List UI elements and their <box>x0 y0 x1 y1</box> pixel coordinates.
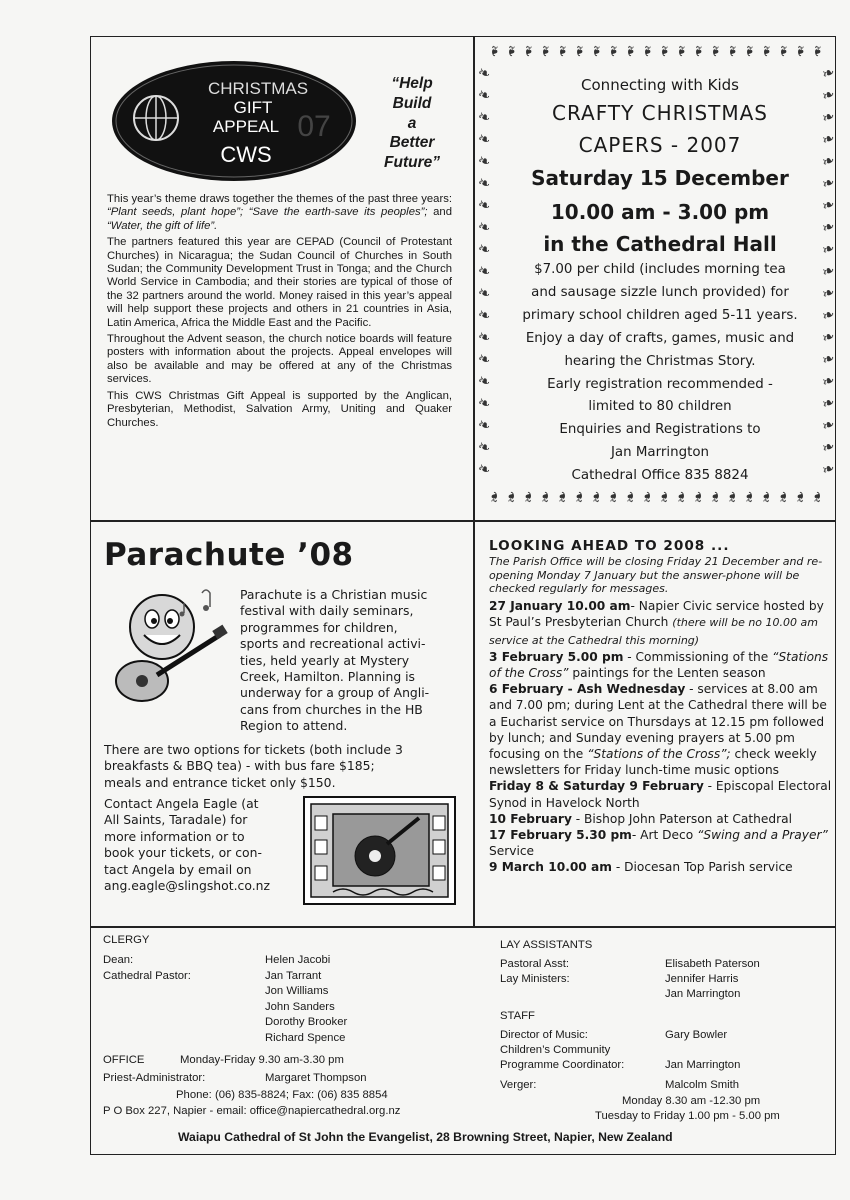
leaf-ornament-icon: ❧ <box>621 490 640 504</box>
looking-ahead-intro: The Parish Office will be closing Friday 21 December and re-opening Monday 7 January but the answer-phone will be checked regularly for messages. <box>489 555 823 595</box>
music-name: Gary Bowler <box>665 1029 728 1041</box>
column-divider <box>473 36 475 926</box>
crafty-line-16: Cathedral Office 835 8824 <box>571 468 749 483</box>
looking-ahead-title: LOOKING AHEAD TO 2008 ... <box>489 538 730 554</box>
pastoral-name: Elisabeth Paterson <box>665 958 760 970</box>
section-divider-footer <box>90 926 836 928</box>
lay-heading: LAY ASSISTANTS <box>500 939 593 951</box>
leaf-ornament-icon: ❧ <box>475 260 494 282</box>
logo-appeal: APPEAL <box>212 117 280 136</box>
pastor-names: Jan Tarrant Jon Williams John Sanders Dorothy Brooker Richard Spence <box>265 970 348 1044</box>
dean-label: Dean: <box>103 954 134 966</box>
crafty-line-2: CRAFTY CHRISTMAS <box>551 101 769 125</box>
leaf-ornament-icon: ❧ <box>475 458 494 480</box>
crafty-line-13: limited to 80 children <box>588 399 732 414</box>
leaf-ornament-icon: ❧ <box>672 490 691 504</box>
leaf-ornament-icon: ❧ <box>475 370 494 392</box>
cws-para-4: This CWS Christmas Gift Appeal is supported by the Anglican, Presbyterian, Methodist, Salvation Army, Uniting and Quaker Churches. <box>107 389 452 429</box>
leaf-ornament-icon: ❧ <box>475 128 494 150</box>
crafty-line-11: hearing the Christmas Story. <box>564 354 756 369</box>
leaf-ornament-icon: ❧ <box>791 490 810 504</box>
clergy-heading: CLERGY <box>103 934 150 946</box>
leaf-ornament-icon: ❧ <box>791 44 810 58</box>
event-6: 17 February 5.30 pm- Art Deco “Swing and a Prayer” Service <box>489 827 828 859</box>
office-phone: Phone: (06) 835-8824; Fax: (06) 835 8854 <box>176 1089 388 1101</box>
event-2: 3 February 5.00 pm - Commissioning of the “Stations of the Cross” paintings for the Lenten season <box>489 649 829 680</box>
parachute-contact: Contact Angela Eagle (at All Saints, Taradale) for more information or to book your tickets, or con- tact Angela by email on ang.eagle@slingshot.co.nz <box>104 796 304 894</box>
logo-christmas: CHRISTMAS <box>207 79 309 98</box>
contact-email[interactable]: ang.eagle@slingshot.co.nz <box>104 878 271 894</box>
leaf-ornament-icon: ❧ <box>475 172 494 194</box>
leaf-ornament-icon: ❧ <box>475 414 494 436</box>
leaf-ornament-icon: ❧ <box>819 370 838 392</box>
leaf-ornament-icon: ❧ <box>475 238 494 260</box>
leaf-ornament-icon: ❧ <box>819 260 838 282</box>
leaf-ornament-icon: ❧ <box>475 326 494 348</box>
leaf-ornament-icon: ❧ <box>553 490 572 504</box>
crafty-line-3: CAPERS - 2007 <box>578 133 742 157</box>
leaf-ornament-icon: ❧ <box>819 216 838 238</box>
logo-year: 07 <box>297 110 331 143</box>
leaf-ornament-icon: ❧ <box>502 44 521 58</box>
music-label: Director of Music: <box>500 1029 588 1041</box>
leaf-ornament-icon: ❧ <box>672 44 691 58</box>
leaf-ornament-icon: ❧ <box>819 172 838 194</box>
leaf-ornament-icon: ❧ <box>475 106 494 128</box>
lay-label: Lay Ministers: <box>500 973 570 985</box>
leaf-ornament-icon: ❧ <box>621 44 640 58</box>
crafty-line-15: Jan Marrington <box>610 445 710 460</box>
leaf-ornament-icon: ❧ <box>706 490 725 504</box>
leaf-ornament-icon: ❧ <box>757 44 776 58</box>
parachute-title: Parachute ’08 <box>104 537 354 573</box>
leaf-ornament-icon: ❧ <box>475 282 494 304</box>
cathedral-address: Waiapu Cathedral of St John the Evangelist, 28 Browning Street, Napier, New Zealand <box>178 1130 673 1144</box>
leaf-ornament-icon: ❧ <box>536 490 555 504</box>
cws-article <box>107 193 452 433</box>
crafty-christmas-box <box>490 46 830 506</box>
priest-name: Margaret Thompson <box>265 1072 367 1084</box>
leaf-ornament-icon: ❧ <box>485 490 504 504</box>
event-5: 10 February - Bishop John Paterson at Cathedral <box>489 811 792 826</box>
leaf-ornament-icon: ❧ <box>819 304 838 326</box>
leaf-ornament-icon: ❧ <box>819 128 838 150</box>
pastoral-label: Pastoral Asst: <box>500 958 570 970</box>
leaf-ornament-icon: ❧ <box>723 490 742 504</box>
looking-ahead-section <box>489 538 834 876</box>
cws-christmas-logo <box>108 56 360 186</box>
cws-slogan: “Help Build a Better Future” <box>384 75 440 172</box>
leaf-ornament-icon: ❧ <box>723 44 742 58</box>
leaf-ornament-icon: ❧ <box>819 150 838 172</box>
leaf-ornament-icon: ❧ <box>689 44 708 58</box>
parachute-tickets: There are two options for tickets (both include 3 breakfasts & BBQ tea) - with bus fare $185; meals and entrance ticket only $150. <box>104 742 403 790</box>
priest-label: Priest-Administrator: <box>103 1072 206 1084</box>
leaf-ornament-icon: ❧ <box>655 490 674 504</box>
section-divider-top <box>90 520 836 522</box>
leaf-ornament-icon: ❧ <box>819 238 838 260</box>
leaf-ornament-icon: ❧ <box>757 490 776 504</box>
crafty-line-1: Connecting with Kids <box>581 76 739 94</box>
verger-hours-2: Tuesday to Friday 1.00 pm - 5.00 pm <box>595 1110 780 1122</box>
event-7: 9 March 10.00 am - Diocesan Top Parish service <box>489 860 793 875</box>
children-label: Children’s Community Programme Coordinator: <box>500 1044 625 1072</box>
leaf-ornament-icon: ❧ <box>604 44 623 58</box>
leaf-ornament-icon: ❧ <box>774 44 793 58</box>
leaf-ornament-icon: ❧ <box>819 436 838 458</box>
leaf-ornament-icon: ❧ <box>587 490 606 504</box>
event-3: 6 February - Ash Wednesday - services at 8.00 am and 7.00 pm; during Lent at the Cathedral there will be a Eucharist service on Thursdays at 12.15 pm followed by lunch; and Sunday evening prayers at 5.00 pm focusing on the “Stations of the Cross”; check weekly newsletters for Friday lunch-time music options <box>489 682 827 778</box>
logo-cws: CWS <box>220 142 272 167</box>
leaf-ornament-icon: ❧ <box>475 436 494 458</box>
crafty-line-7: $7.00 per child (includes morning tea <box>534 262 786 277</box>
verger-label: Verger: <box>500 1079 537 1091</box>
leaf-ornament-icon: ❧ <box>485 44 504 58</box>
leaf-ornament-icon: ❧ <box>819 458 838 480</box>
leaf-ornament-icon: ❧ <box>638 44 657 58</box>
leaf-ornament-icon: ❧ <box>536 44 555 58</box>
crafty-line-12: Early registration recommended - <box>547 377 773 392</box>
event-1: 27 January 10.00 am- Napier Civic service hosted by St Paul’s Presbyterian Church (there will be no 10.00 am service at the Cathedral this morning) <box>489 599 824 647</box>
office-address: P O Box 227, Napier - email: office@napiercathedral.org.nz <box>103 1105 401 1117</box>
crafty-line-4: Saturday 15 December <box>531 166 789 190</box>
children-name: Jan Marrington <box>665 1059 741 1071</box>
leaf-ornament-icon: ❧ <box>819 84 838 106</box>
leaf-ornament-icon: ❧ <box>587 44 606 58</box>
leaf-ornament-icon: ❧ <box>475 84 494 106</box>
music-guitar-artwork-icon <box>303 796 456 905</box>
lay-names: Jennifer Harris Jan Marrington <box>665 973 741 1001</box>
leaf-ornament-icon: ❧ <box>475 392 494 414</box>
leaf-ornament-icon: ❧ <box>774 490 793 504</box>
cws-para-1: This year’s theme draws together the themes of the past three years: “Plant seeds, plant hope”; “Save the earth-save its peoples”; and “Water, the gift of life”. <box>107 193 452 232</box>
leaf-ornament-icon: ❧ <box>706 44 725 58</box>
guitar-cartoon-icon <box>102 583 234 715</box>
leaf-ornament-icon: ❧ <box>519 490 538 504</box>
logo-gift: GIFT <box>233 98 273 117</box>
leaf-ornament-icon: ❧ <box>819 392 838 414</box>
leaf-ornament-icon: ❧ <box>819 62 838 84</box>
leaf-ornament-icon: ❧ <box>570 490 589 504</box>
verger-hours-1: Monday 8.30 am -12.30 pm <box>622 1095 761 1107</box>
pastor-label: Cathedral Pastor: <box>103 970 191 982</box>
event-4: Friday 8 & Saturday 9 February - Episcopal Electoral Synod in Havelock North <box>489 779 832 810</box>
staff-heading: STAFF <box>500 1010 535 1022</box>
leaf-ornament-icon: ❧ <box>475 216 494 238</box>
leaf-ornament-icon: ❧ <box>740 44 759 58</box>
leaf-ornament-icon: ❧ <box>570 44 589 58</box>
crafty-line-5: 10.00 am - 3.00 pm <box>550 200 770 224</box>
crafty-line-6: in the Cathedral Hall <box>543 232 777 256</box>
leaf-ornament-icon: ❧ <box>475 194 494 216</box>
leaf-ornament-icon: ❧ <box>502 490 521 504</box>
leaf-ornament-icon: ❧ <box>819 282 838 304</box>
leaf-ornament-icon: ❧ <box>819 326 838 348</box>
leaf-ornament-icon: ❧ <box>819 414 838 436</box>
leaf-ornament-icon: ❧ <box>819 106 838 128</box>
leaf-ornament-icon: ❧ <box>475 62 494 84</box>
verger-name: Malcolm Smith <box>665 1079 740 1091</box>
leaf-ornament-icon: ❧ <box>475 348 494 370</box>
leaf-ornament-icon: ❧ <box>638 490 657 504</box>
leaf-ornament-icon: ❧ <box>475 304 494 326</box>
leaf-ornament-icon: ❧ <box>819 348 838 370</box>
dean-name: Helen Jacobi <box>265 954 331 966</box>
crafty-line-14: Enquiries and Registrations to <box>559 422 761 437</box>
leaf-ornament-icon: ❧ <box>604 490 623 504</box>
cws-para-2: The partners featured this year are CEPAD (Council of Protestant Churches) in Nicaragua; the Sudan Council of Churches in South Sudan; the Community Development Trust in Tonga; and the Church World Service in Cambodia; and their stories are typical of those of the 32 partners around the world. Money raised in this year’s appeal will help support these projects and others in 21 countries in Asia, Latin America, Africa the Middle East and the Pacific. <box>107 236 452 329</box>
leaf-ornament-icon: ❧ <box>819 194 838 216</box>
parachute-intro: Parachute is a Christian music festival with daily seminars, programmes for children, sports and recreational activi- ties, held yearly at Mystery Creek, Hamilton. Planning is underway for a group of Angli- cans from churches in the HB Region to attend. <box>240 587 430 734</box>
leaf-ornament-icon: ❧ <box>808 490 827 504</box>
office-hours: Monday-Friday 9.30 am-3.30 pm <box>180 1054 344 1066</box>
crafty-line-10: Enjoy a day of crafts, games, music and <box>525 331 795 346</box>
leaf-ornament-icon: ❧ <box>808 44 827 58</box>
leaf-ornament-icon: ❧ <box>553 44 572 58</box>
office-heading: OFFICE <box>103 1054 145 1066</box>
leaf-ornament-icon: ❧ <box>475 150 494 172</box>
leaf-ornament-icon: ❧ <box>519 44 538 58</box>
crafty-line-9: primary school children aged 5-11 years. <box>522 308 798 323</box>
leaf-ornament-icon: ❧ <box>689 490 708 504</box>
cws-para-3: Throughout the Advent season, the church notice boards will feature posters with information about the projects. Appeal envelopes will also be available and may be offered at any of the Christmas services. <box>107 333 452 386</box>
crafty-line-8: and sausage sizzle lunch provided) for <box>531 285 789 300</box>
leaf-ornament-icon: ❧ <box>740 490 759 504</box>
leaf-ornament-icon: ❧ <box>655 44 674 58</box>
